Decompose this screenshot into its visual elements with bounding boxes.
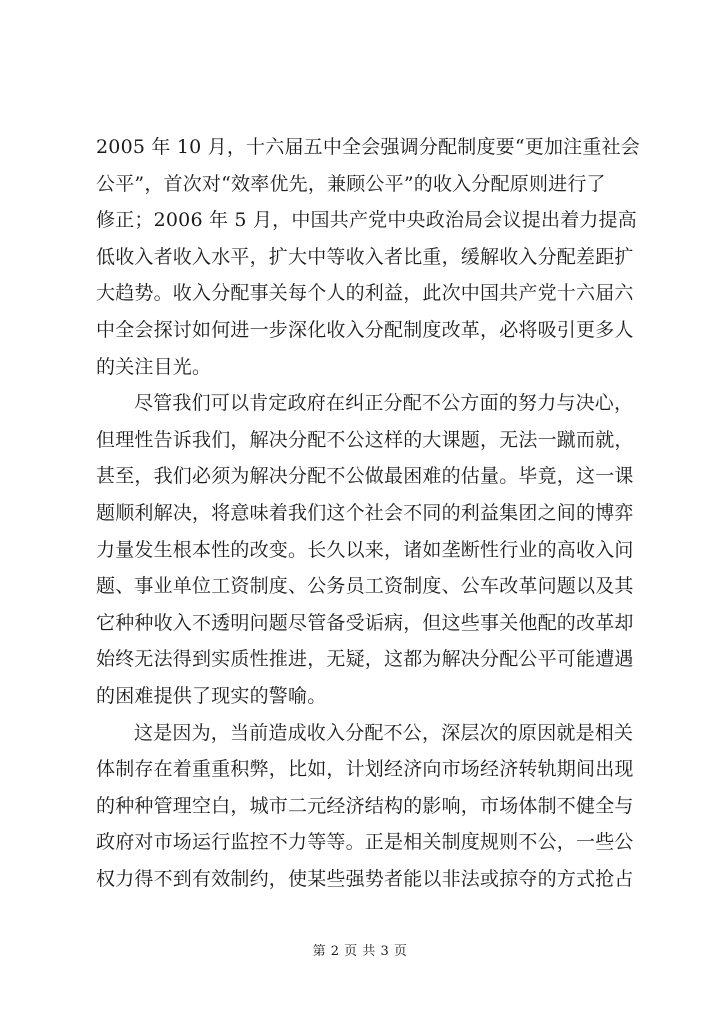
text-line: 政府对市场运行监控不力等等。正是相关制度规则不公，一些公 [96, 831, 634, 854]
text-line: 权力得不到有效制约，使某些强势者能以非法或掠夺的方式抢占 [96, 867, 634, 890]
text-line: 这是因为，当前造成收入分配不公，深层次的原因就是相关 [134, 721, 634, 744]
text-line: 2005 年 10 月，十六届五中全会强调分配制度要“更加注重社会 [96, 136, 640, 158]
text-line: 但理性告诉我们，解决分配不公这样的大课题，无法一蹴而就， [96, 428, 634, 451]
paragraph-1 [96, 129, 639, 385]
text-line: 修正；2006 年 5 月，中国共产党中央政治局会议提出着力提高 [96, 209, 637, 232]
text-line: 的困难提供了现实的警喻。 [96, 684, 327, 707]
text-line: 体制存在着重重积弊，比如，计划经济向市场经济转轨期间出现 [96, 758, 634, 781]
text-line: 题顺利解决，将意味着我们这个社会不同的利益集团之间的博弈 [96, 501, 634, 524]
text-line: 的种种管理空白，城市二元经济结构的影响，市场体制不健全与 [96, 794, 634, 817]
page-number-footer: 第 2 页 共 3 页 [312, 944, 408, 959]
text-line: 大趋势。收入分配事关每个人的利益，此次中国共产党十六届六 [96, 282, 634, 305]
text-line: 低收入者收入水平，扩大中等收入者比重，缓解收入分配差距扩 [96, 245, 634, 268]
document-body [96, 129, 639, 897]
text-line: 甚至，我们必须为解决分配不公做最困难的估量。毕竟，这一课 [96, 465, 634, 488]
text-line: 尽管我们可以肯定政府在纠正分配不公方面的努力与决心， [134, 392, 634, 415]
text-line: 始终无法得到实质性推进，无疑，这都为解决分配公平可能遭遇 [96, 648, 634, 671]
text-line: 题、事业单位工资制度、公务员工资制度、公车改革问题以及其 [96, 575, 634, 598]
paragraph-2 [96, 385, 639, 714]
paragraph-3 [96, 715, 639, 898]
text-line: 力量发生根本性的改变。长久以来，诸如垄断性行业的高收入问 [96, 538, 634, 561]
text-line: 公平”，首次对“效率优先，兼顾公平”的收入分配原则进行了 [96, 172, 606, 195]
text-line: 它种种收入不透明问题尽管备受诟病，但这些事关他配的改革却 [96, 611, 634, 634]
text-line: 中全会探讨如何进一步深化收入分配制度改革，必将吸引更多人 [96, 318, 634, 341]
text-line: 的关注目光。 [96, 355, 212, 378]
